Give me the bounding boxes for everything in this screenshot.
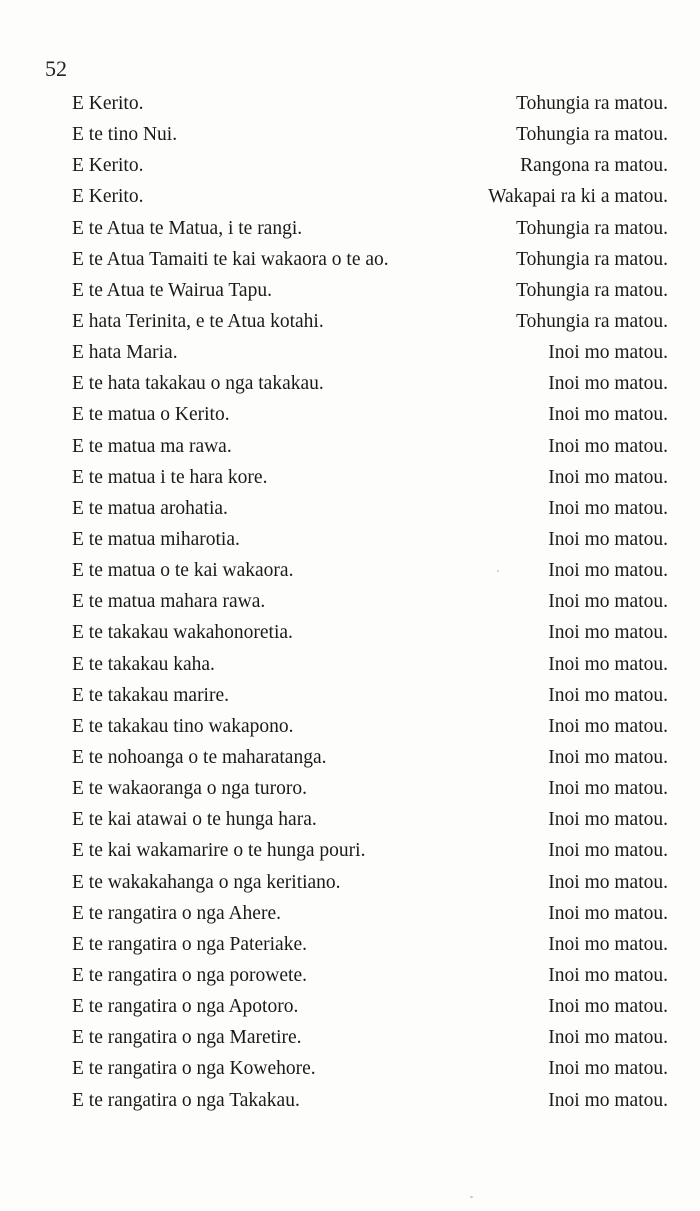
response-text: Inoi mo matou. — [548, 497, 668, 519]
litany-row — [0, 306, 700, 337]
invocation-text: E Kerito. — [72, 93, 144, 114]
invocation-text: E te wakaoranga o nga turoro. — [72, 778, 307, 800]
invocation-text: E te rangatira o nga Takakau. — [72, 1089, 300, 1111]
litany-row — [0, 88, 700, 119]
response-text: Inoi mo matou. — [548, 373, 668, 395]
litany-row — [0, 493, 700, 524]
litany-row — [0, 804, 700, 835]
response-text: Inoi mo matou. — [548, 684, 668, 706]
response-text: Inoi mo matou. — [548, 404, 668, 426]
response-text: Inoi mo matou. — [548, 933, 668, 955]
response-text: Tohungia ra matou. — [516, 217, 668, 239]
litany-row — [0, 555, 700, 586]
response-text: Inoi mo matou. — [548, 466, 668, 488]
paper-speck — [470, 1196, 473, 1198]
litany-row — [0, 462, 700, 493]
litany-row — [0, 711, 700, 742]
litany-row — [0, 150, 700, 181]
invocation-text: E te rangatira o nga Ahere. — [72, 902, 281, 924]
invocation-text: E te takakau kaha. — [72, 653, 215, 675]
litany-row — [0, 898, 700, 929]
response-text: Inoi mo matou. — [548, 1089, 668, 1111]
response-text: Inoi mo matou. — [548, 560, 668, 582]
response-text: Inoi mo matou. — [548, 622, 668, 644]
response-text: Tohungia ra matou. — [516, 124, 668, 146]
response-text: Tohungia ra matou. — [516, 248, 668, 270]
response-text: Inoi mo matou. — [548, 778, 668, 800]
litany-row — [0, 586, 700, 617]
response-text: Inoi mo matou. — [548, 435, 668, 457]
invocation-text: E te Atua Tamaiti te kai wakaora o te ao. — [72, 248, 389, 270]
invocation-text: E te rangatira o nga Kowehore. — [72, 1058, 316, 1080]
response-text: Tohungia ra matou. — [516, 93, 668, 114]
invocation-text: E te matua ma rawa. — [72, 435, 232, 457]
invocation-text: E te takakau wakahonoretia. — [72, 622, 293, 644]
invocation-text: E hata Terinita, e te Atua kotahi. — [72, 310, 324, 332]
litany-row — [0, 1022, 700, 1053]
invocation-text: E te matua arohatia. — [72, 497, 228, 519]
paper-speck — [497, 570, 499, 572]
litany-row — [0, 835, 700, 866]
invocation-text: E te rangatira o nga Maretire. — [72, 1027, 302, 1049]
invocation-text: E te wakakahanga o nga keritiano. — [72, 871, 341, 893]
litany-row — [0, 773, 700, 804]
litany-row — [0, 213, 700, 244]
litany-row — [0, 181, 700, 212]
litany-list — [0, 88, 700, 1116]
litany-row — [0, 680, 700, 711]
invocation-text: E te matua miharotia. — [72, 528, 240, 550]
page-number: 52 — [45, 56, 67, 81]
litany-row — [0, 1053, 700, 1084]
litany-row — [0, 119, 700, 150]
response-text: Inoi mo matou. — [548, 342, 668, 364]
response-text: Inoi mo matou. — [548, 964, 668, 986]
invocation-text: E te tino Nui. — [72, 124, 178, 146]
litany-row — [0, 524, 700, 555]
response-text: Tohungia ra matou. — [516, 279, 668, 301]
litany-row — [0, 991, 700, 1022]
response-text: Tohungia ra matou. — [516, 310, 668, 332]
litany-row — [0, 867, 700, 898]
invocation-text: E te hata takakau o nga takakau. — [72, 373, 324, 395]
invocation-text: E te nohoanga o te maharatanga. — [72, 746, 327, 768]
response-text: Inoi mo matou. — [548, 902, 668, 924]
invocation-text: E te takakau tino wakapono. — [72, 715, 294, 737]
response-text: Inoi mo matou. — [548, 1027, 668, 1049]
response-text: Inoi mo matou. — [548, 591, 668, 613]
invocation-text: E te matua o Kerito. — [72, 404, 230, 426]
litany-row — [0, 431, 700, 462]
invocation-text: E te rangatira o nga porowete. — [72, 964, 307, 986]
litany-row — [0, 368, 700, 399]
litany-row — [0, 742, 700, 773]
response-text: Rangona ra matou. — [520, 155, 668, 177]
litany-row — [0, 929, 700, 960]
litany-row — [0, 649, 700, 680]
litany-row — [0, 960, 700, 991]
response-text: Inoi mo matou. — [548, 1058, 668, 1080]
litany-row — [0, 399, 700, 430]
invocation-text: E te rangatira o nga Pateriake. — [72, 933, 307, 955]
invocation-text: E te matua i te hara kore. — [72, 466, 268, 488]
invocation-text: E te Atua te Matua, i te rangi. — [72, 217, 303, 239]
response-text: Inoi mo matou. — [548, 840, 668, 862]
response-text: Inoi mo matou. — [548, 996, 668, 1018]
response-text: Inoi mo matou. — [548, 653, 668, 675]
litany-row — [0, 275, 700, 306]
invocation-text: E te kai wakamarire o te hunga pouri. — [72, 840, 366, 862]
invocation-text: E te matua mahara rawa. — [72, 591, 266, 613]
response-text: Inoi mo matou. — [548, 715, 668, 737]
response-text: Inoi mo matou. — [548, 871, 668, 893]
invocation-text: E te takakau marire. — [72, 684, 229, 706]
litany-row — [0, 337, 700, 368]
response-text: Wakapai ra ki a matou. — [488, 186, 668, 208]
invocation-text: E Kerito. — [72, 186, 144, 208]
invocation-text: E hata Maria. — [72, 342, 178, 364]
invocation-text: E te rangatira o nga Apotoro. — [72, 996, 299, 1018]
invocation-text: E te kai atawai o te hunga hara. — [72, 809, 317, 831]
response-text: Inoi mo matou. — [548, 809, 668, 831]
invocation-text: E te Atua te Wairua Tapu. — [72, 279, 272, 301]
response-text: Inoi mo matou. — [548, 746, 668, 768]
invocation-text: E Kerito. — [72, 155, 144, 177]
litany-row — [0, 244, 700, 275]
response-text: Inoi mo matou. — [548, 528, 668, 550]
litany-row — [0, 617, 700, 648]
invocation-text: E te matua o te kai wakaora. — [72, 560, 294, 582]
litany-row — [0, 1085, 700, 1116]
